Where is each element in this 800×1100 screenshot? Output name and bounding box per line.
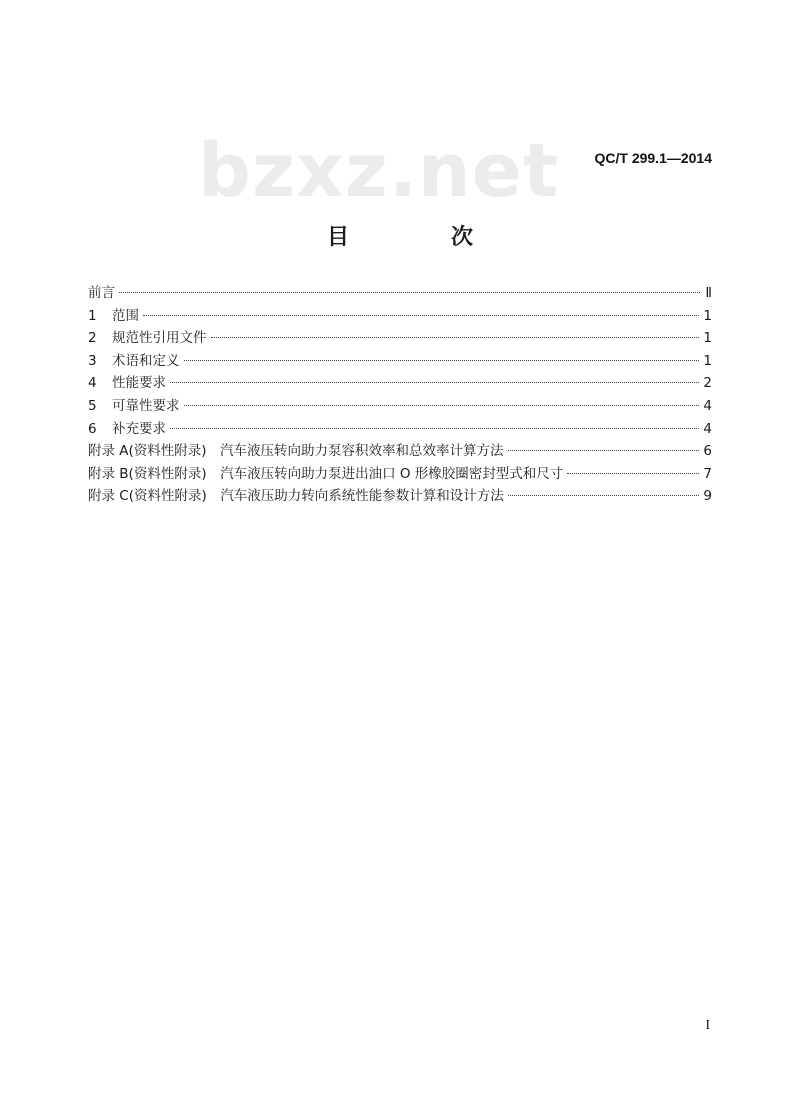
toc-label: 前言 — [88, 285, 115, 301]
toc-number: 4 — [88, 375, 97, 392]
toc-leader — [143, 315, 699, 316]
toc-entry-3[interactable] — [88, 350, 712, 373]
toc-leader — [567, 473, 699, 474]
toc-entry-6[interactable] — [88, 418, 712, 441]
toc-label: 补充要求 — [112, 420, 166, 437]
toc-entry-foreword[interactable] — [88, 282, 712, 305]
toc-leader — [211, 337, 700, 338]
toc-label: 附录 A(资料性附录) 汽车液压转向助力泵容积效率和总效率计算方法 — [88, 443, 504, 460]
table-of-contents — [88, 282, 712, 508]
toc-entry-4[interactable] — [88, 372, 712, 395]
toc-label: 性能要求 — [112, 375, 166, 392]
toc-entry-appendix-c[interactable] — [88, 485, 712, 508]
toc-entry-appendix-a[interactable] — [88, 440, 712, 463]
toc-page: 4 — [703, 420, 712, 437]
toc-page: 6 — [703, 443, 712, 460]
toc-entry-2[interactable] — [88, 327, 712, 350]
toc-label: 附录 C(资料性附录) 汽车液压助力转向系统性能参数计算和设计方法 — [88, 488, 504, 505]
toc-leader — [170, 382, 699, 383]
toc-label: 范围 — [112, 307, 139, 324]
toc-leader — [184, 405, 700, 406]
toc-label: 术语和定义 — [112, 352, 180, 369]
toc-page: 7 — [703, 465, 712, 482]
toc-leader — [508, 495, 700, 496]
toc-number: 5 — [88, 397, 97, 414]
watermark: bzxz.net — [198, 128, 560, 214]
toc-leader — [508, 450, 700, 451]
toc-number: 2 — [88, 330, 97, 347]
page-number: I — [705, 1018, 710, 1033]
toc-page: 9 — [703, 488, 712, 505]
toc-page: 2 — [703, 375, 712, 392]
toc-label: 附录 B(资料性附录) 汽车液压转向助力泵进出油口 O 形橡胶圈密封型式和尺寸 — [88, 465, 564, 482]
toc-leader — [170, 428, 699, 429]
toc-number: 1 — [88, 307, 97, 324]
toc-entry-appendix-b[interactable] — [88, 463, 712, 486]
toc-number: 6 — [88, 420, 97, 437]
toc-leader — [184, 360, 700, 361]
toc-page: 1 — [703, 330, 712, 347]
page-title: 目 次 — [326, 225, 513, 250]
toc-label: 可靠性要求 — [112, 397, 180, 414]
toc-page: Ⅱ — [705, 285, 712, 301]
toc-entry-1[interactable] — [88, 305, 712, 328]
toc-entry-5[interactable] — [88, 395, 712, 418]
toc-page: 4 — [703, 397, 712, 414]
toc-page: 1 — [703, 307, 712, 324]
toc-label: 规范性引用文件 — [112, 330, 207, 347]
toc-number: 3 — [88, 352, 97, 369]
standard-number: QC/T 299.1—2014 — [594, 150, 712, 166]
toc-leader — [119, 292, 700, 293]
toc-page: 1 — [703, 352, 712, 369]
